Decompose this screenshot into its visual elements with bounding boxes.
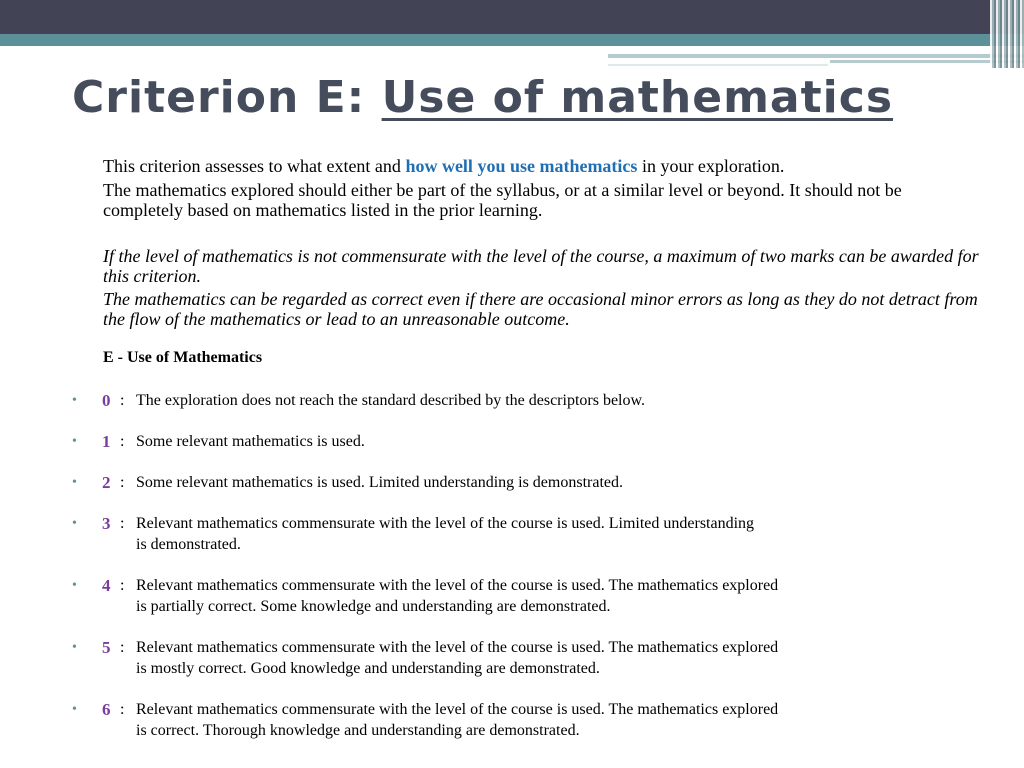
bullet-icon: •: [72, 434, 77, 449]
intro-text-before: This criterion assesses to what extent and: [103, 156, 406, 176]
level-description: Relevant mathematics commensurate with the level of the course is used. The mathematics explored: [136, 701, 779, 718]
level-item: [72, 431, 972, 472]
level-separator: :: [120, 433, 125, 450]
level-item: [72, 637, 972, 699]
level-description-continued: is partially correct. Some knowledge and understanding are demonstrated.: [136, 598, 611, 615]
level-description: Some relevant mathematics is used.: [136, 433, 365, 450]
section-heading: E - Use of Mathematics: [103, 349, 263, 366]
level-description-continued: is demonstrated.: [136, 536, 241, 553]
level-mark: 0: [102, 391, 111, 410]
intro-paragraph-1: [103, 156, 983, 176]
title-prefix: Criterion E:: [72, 72, 382, 123]
level-description: Relevant mathematics commensurate with the level of the course is used. The mathematics explored: [136, 577, 779, 594]
level-mark: 3: [102, 514, 111, 533]
level-separator: :: [120, 577, 125, 594]
title-underlined: Use of mathematics: [381, 72, 894, 123]
level-separator: :: [120, 474, 125, 491]
level-mark: 1: [102, 432, 111, 451]
slide-title: [72, 72, 893, 123]
level-description-continued: is mostly correct. Good knowledge and understanding are demonstrated.: [136, 660, 600, 677]
level-list: [72, 390, 972, 761]
intro-paragraph-3: If the level of mathematics is not commensurate with the level of the course, a maximum of two marks can be awarded for this criterion.: [103, 246, 979, 286]
level-separator: :: [120, 701, 125, 718]
bullet-icon: •: [72, 578, 77, 593]
level-description: Relevant mathematics commensurate with the level of the course is used. The mathematics explored: [136, 639, 779, 656]
bullet-icon: •: [72, 393, 77, 408]
header-stripes: [990, 0, 1024, 68]
header-accent-line: [608, 54, 1024, 58]
level-description: Relevant mathematics commensurate with the level of the course is used. Limited understanding: [136, 515, 755, 532]
bullet-icon: •: [72, 516, 77, 531]
level-separator: :: [120, 515, 125, 532]
header-accent-line-faint: [608, 64, 828, 66]
level-separator: :: [120, 392, 125, 409]
level-item: [72, 575, 972, 637]
level-description: The exploration does not reach the standard described by the descriptors below.: [136, 392, 646, 409]
level-description-continued: is correct. Thorough knowledge and understanding are demonstrated.: [136, 722, 580, 739]
level-item: [72, 390, 972, 431]
intro-highlight: how well you use mathematics: [405, 156, 638, 176]
bullet-icon: •: [72, 640, 77, 655]
bullet-icon: •: [72, 475, 77, 490]
header-bar-teal: [0, 34, 1024, 46]
level-mark: 6: [102, 700, 111, 719]
level-separator: :: [120, 639, 125, 656]
level-item: [72, 699, 972, 761]
intro-paragraph-4: The mathematics can be regarded as correct even if there are occasional minor errors as long as they do not detract from the flow of the mathematics or lead to an unreasonable outcome.: [103, 289, 978, 329]
intro-paragraph-2: The mathematics explored should either be part of the syllabus, or at a similar level or beyond. It should not be completely based on mathematics listed in the prior learning.: [103, 180, 902, 220]
level-mark: 2: [102, 473, 111, 492]
level-mark: 5: [102, 638, 111, 657]
bullet-icon: •: [72, 702, 77, 717]
level-mark: 4: [102, 576, 111, 595]
level-description: Some relevant mathematics is used. Limited understanding is demonstrated.: [136, 474, 623, 491]
header-bar-dark: [0, 0, 1024, 34]
intro-text-after: in your exploration.: [637, 156, 785, 176]
level-item: [72, 472, 972, 513]
level-item: [72, 513, 972, 575]
